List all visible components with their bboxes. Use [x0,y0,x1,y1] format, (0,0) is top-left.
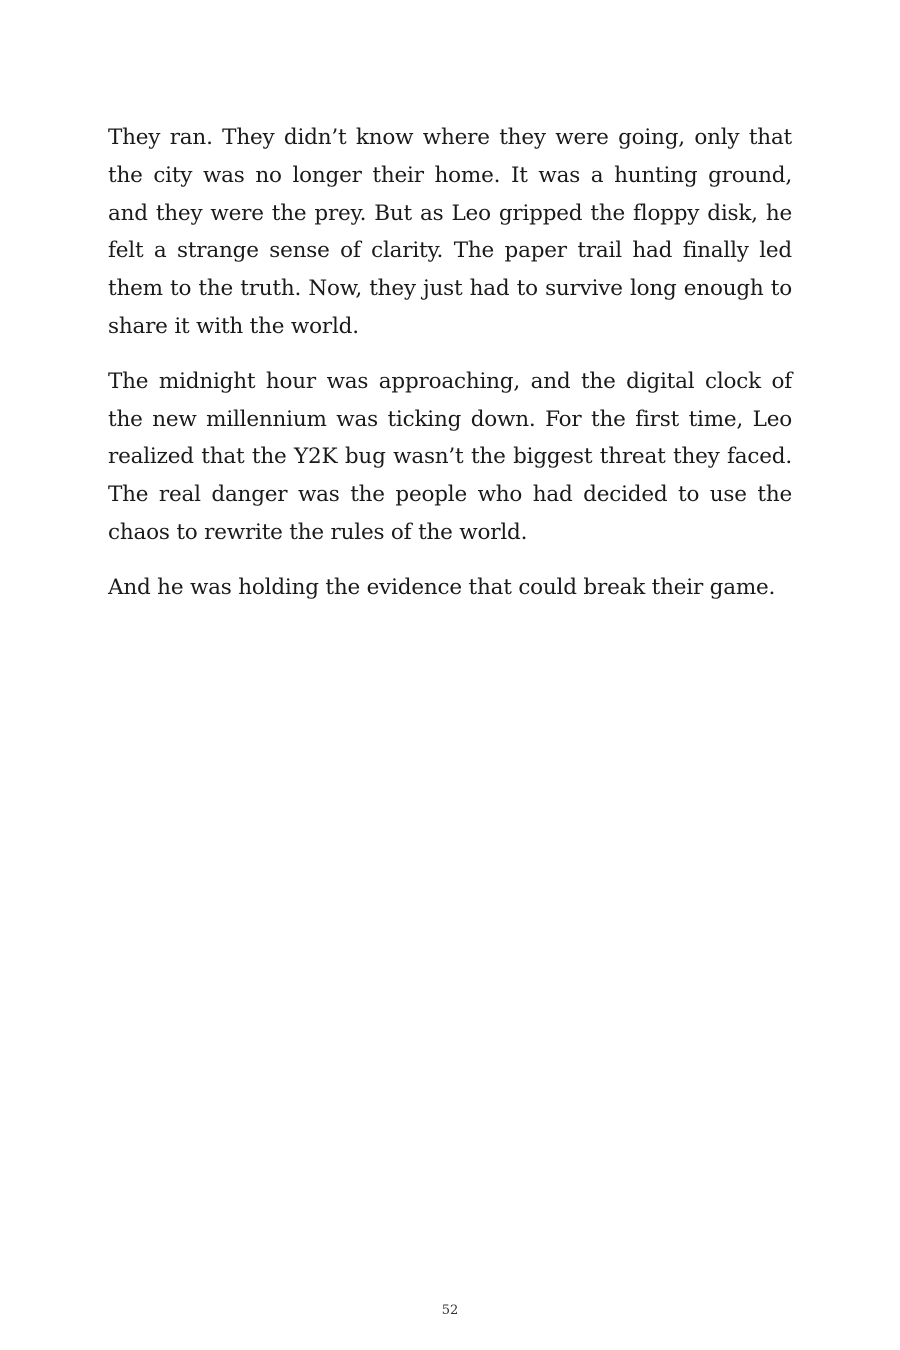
body-text [108,119,792,624]
paragraph-3: And he was holding the evidence that could break their game. [108,574,776,600]
page-number: 52 [441,1303,459,1318]
paragraph-1: They ran. They didn’t know where they were going, only that the city was no longer their home. It was a hunting ground, and they were the prey. But as Leo gripped the floppy disk, he felt a strange sense of clarity. The paper trail had finally led them to the truth. Now, they just had to survive long enough to share it with the world. [108,125,792,339]
paragraph-2: The midnight hour was approaching, and the digital clock of the new millennium was ticking down. For the first time, Leo realized that the Y2K bug wasn’t the biggest threat they faced. The real danger was the people who had decided to use the chaos to rewrite the rules of the world. [108,368,792,545]
